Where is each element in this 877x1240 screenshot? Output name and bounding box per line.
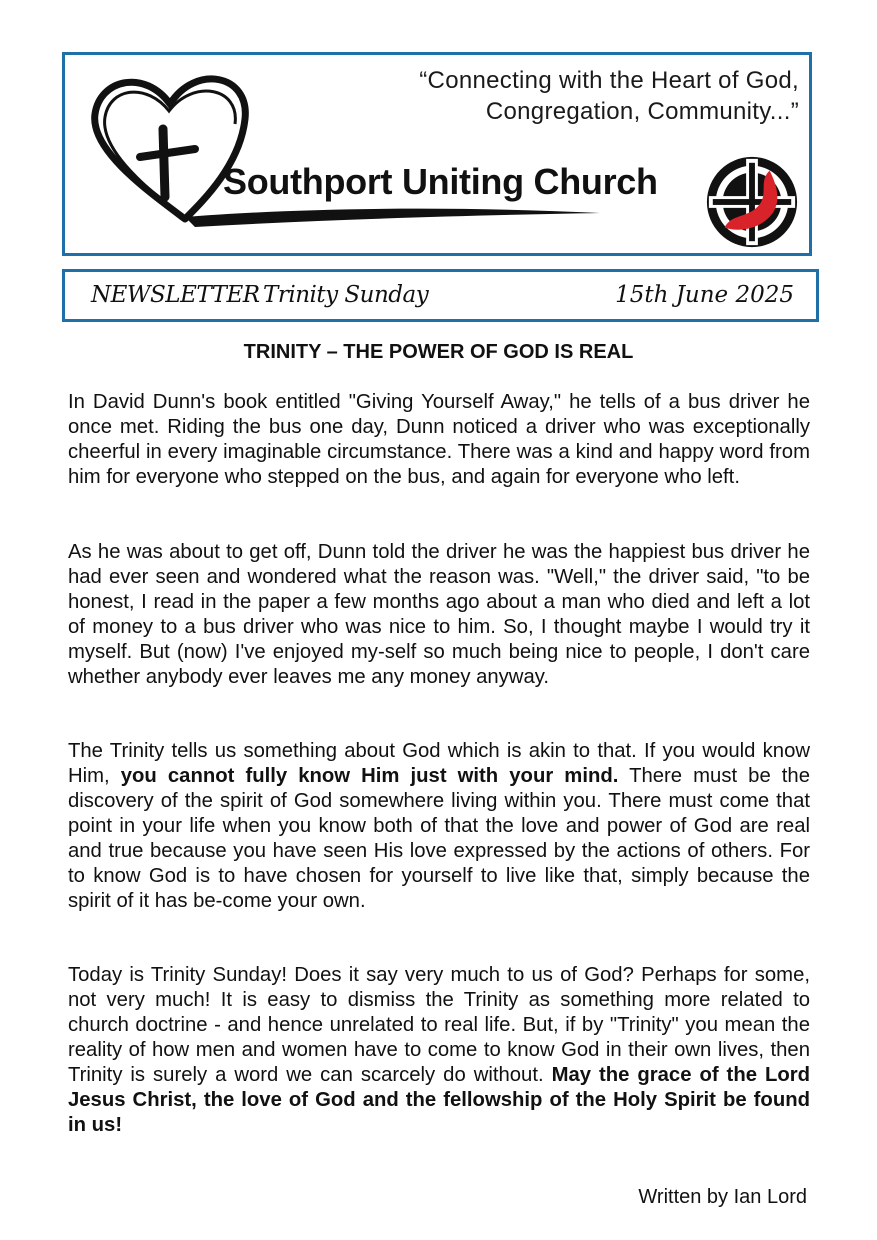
paragraph-4-blessing: May the grace of the Lord Jesus Christ, the love of God and the fellowship of the Holy Spirit be found in us! <box>68 1064 811 1136</box>
occasion-label: Trinity Sunday <box>263 282 429 308</box>
author-credit: Written by Ian Lord <box>638 1186 807 1208</box>
paragraph-3-emphasis: you cannot fully know Him just with your mind. <box>120 765 619 787</box>
tagline-line-1: “Connecting with the Heart of God, <box>419 67 799 94</box>
paragraph-3 <box>68 739 810 914</box>
article-headline: TRINITY – THE POWER OF GOD IS REAL <box>243 341 634 363</box>
newsletter-label: NEWSLETTER <box>91 282 260 308</box>
paragraph-3-text-a: The Trinity tells us something about God which is akin to that. If you would know Him, <box>68 740 810 787</box>
paragraph-3-text-b: There must be the discovery of the spirit of God somewhere living within you. There must come that point in your life when you know both of that the love and power of God are real and true because you have seen His love expressed by the actions of others. For to know God is to have chosen for yourself to live like that, simply because the spirit of it has be-come your own. <box>68 765 810 912</box>
church-name: Southport Uniting Church <box>223 161 658 202</box>
paragraph-4-text: Today is Trinity Sunday! Does it say very much to us of God? Perhaps for some, not very much! It is easy to dismiss the Trinity as something more related to church doctrine - and hence unrelated to real life. But, if by "Trinity" you mean the reality of how men and women have to come to know God in their own lives, then Trinity is surely a word we can scarcely do without. <box>68 964 810 1086</box>
uniting-church-icon <box>703 153 801 251</box>
issue-date: 15th June 2025 <box>615 282 794 308</box>
paragraph-2: As he was about to get off, Dunn told the driver he was the happiest bus driver he had ever seen and wondered what the reason was. "Well," the driver said, "to be honest, I read in the paper a few months ago about a man who died and left a lot of money to a bus driver who was nice to him. So, I thought maybe I would try it myself. But (now) I've enjoyed my-self so much being nice to people, I don't care whether anybody ever leaves me any money anyway. <box>68 541 810 688</box>
paragraph-4 <box>68 963 810 1138</box>
paragraph-1: In David Dunn's book entitled "Giving Yourself Away," he tells of a bus driver he once met. Riding the bus one day, Dunn noticed a driver who was exceptionally cheerful in every imaginable circumstance. There was a kind and happy word from him for everyone who stepped on the bus, and again for everyone who left. <box>68 391 810 488</box>
tagline <box>419 65 799 127</box>
newsletter-banner <box>62 269 819 322</box>
tagline-line-2: Congregation, Community...” <box>485 98 799 125</box>
masthead <box>62 52 812 256</box>
